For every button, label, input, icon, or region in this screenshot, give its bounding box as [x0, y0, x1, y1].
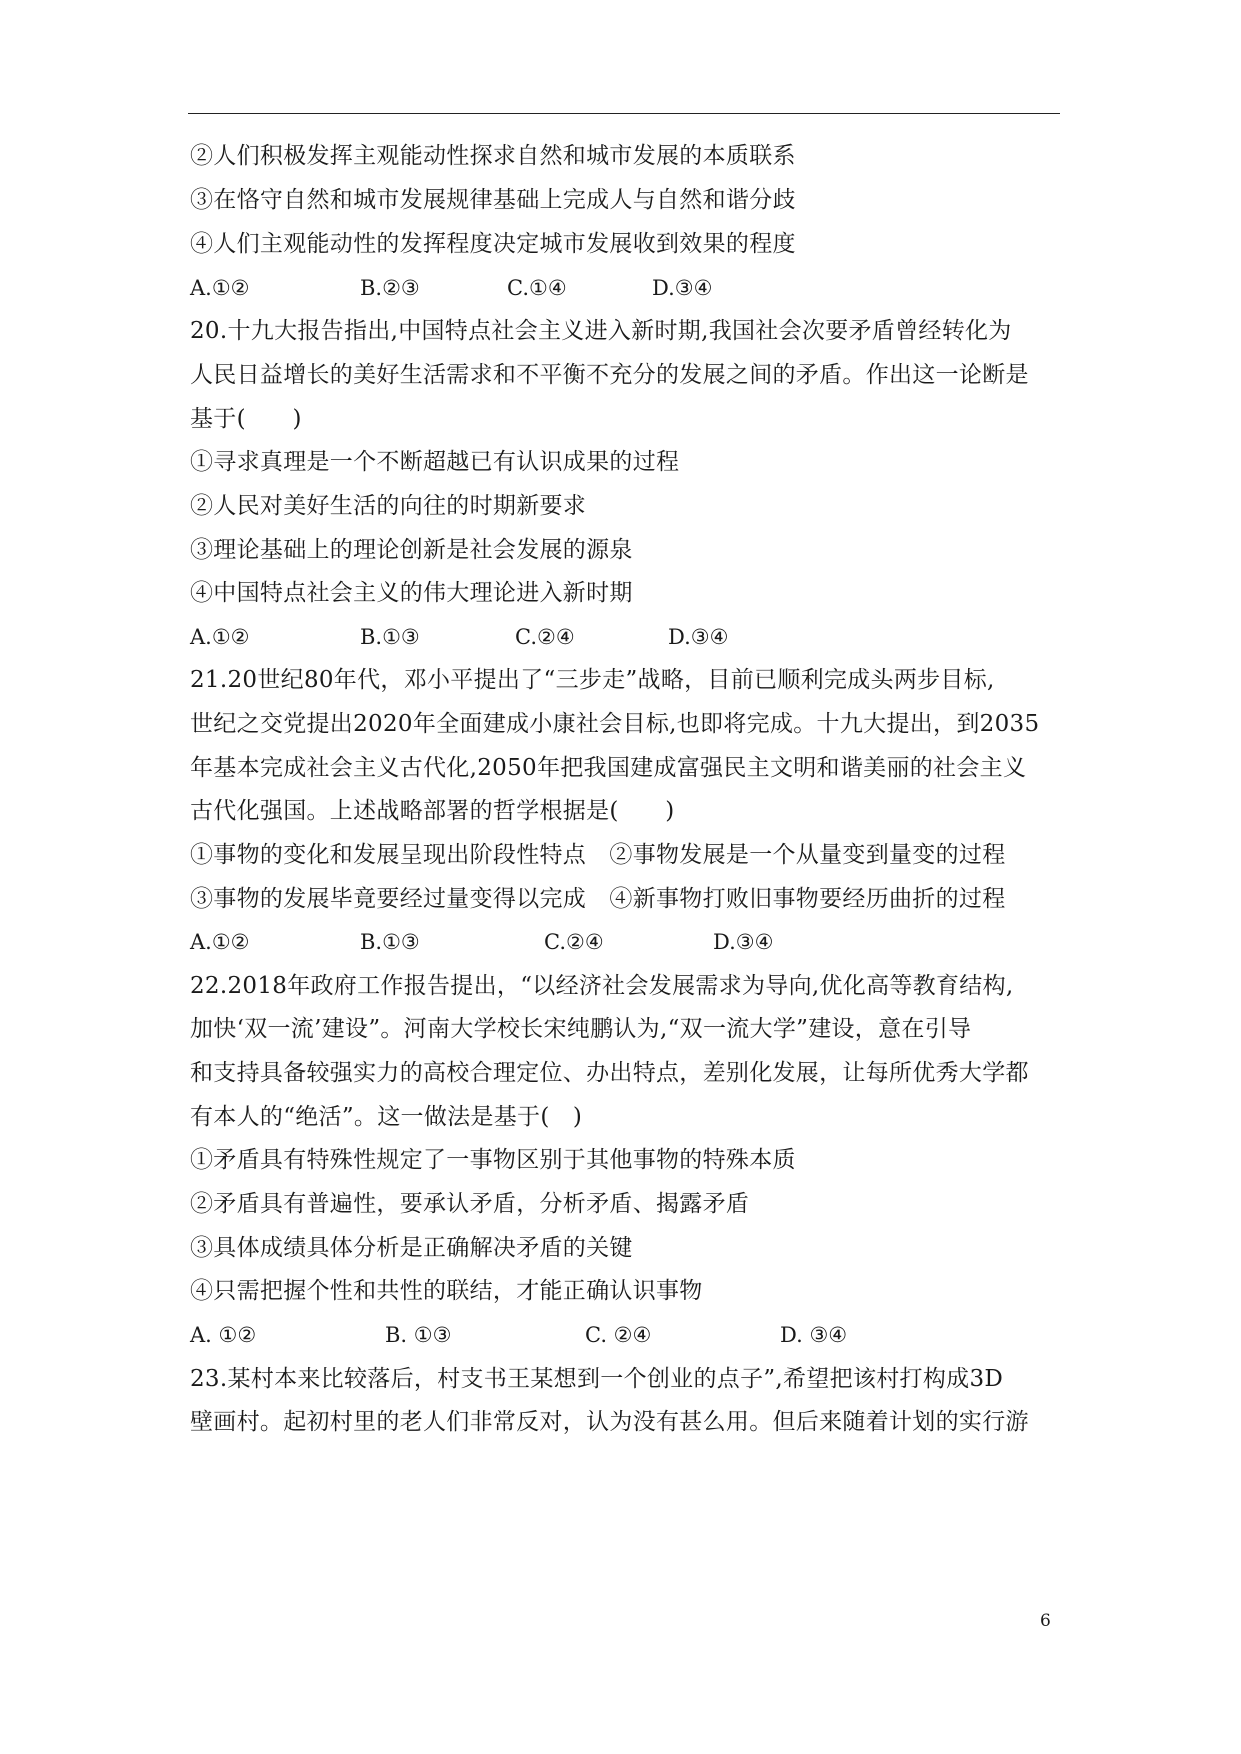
- q21-stem-line-2: 世纪之交党提出2020年全面建成小康社会目标,也即将完成。十九大提出，到2035: [190, 711, 1040, 737]
- page-number: 6: [1040, 1611, 1051, 1631]
- q21-option-c: C.②④: [544, 930, 604, 954]
- q20-statement-3: ③理论基础上的理论创新是社会发展的源泉: [190, 537, 633, 563]
- q21-statements-1-2: ①事物的变化和发展呈现出阶段性特点 ②事物发展是一个从量变到量变的过程: [190, 842, 1006, 868]
- q21-stem-line-4: 古代化强国。上述战略部署的哲学根据是( ): [190, 798, 675, 824]
- q19-option-b: B.②③: [360, 276, 420, 300]
- q21-option-b: B.①③: [360, 930, 420, 954]
- q19-option-c: C.①④: [507, 276, 567, 300]
- q19-statement-4: ④人们主观能动性的发挥程度决定城市发展收到效果的程度: [190, 231, 796, 257]
- q22-stem-line-1: 22.2018年政府工作报告提出，“以经济社会发展需求为导向,优化高等教育结构,: [190, 973, 1014, 999]
- q22-statement-4: ④只需把握个性和共性的联结，才能正确认识事物: [190, 1278, 703, 1304]
- q21-statements-3-4: ③事物的发展毕竟要经过量变得以完成 ④新事物打败旧事物要经历曲折的过程: [190, 886, 1006, 912]
- q20-stem-line-3: 基于( ): [190, 406, 302, 432]
- q22-stem-line-4: 有本人的“绝活”。这一做法是基于( ): [190, 1104, 583, 1130]
- q22-stem-line-3: 和支持具备较强实力的高校合理定位、办出特点，差别化发展，让每所优秀大学都: [190, 1060, 1029, 1086]
- q19-option-d: D.③④: [652, 276, 713, 300]
- q21-option-a: A.①②: [190, 930, 250, 954]
- q22-option-c: C. ②④: [585, 1323, 652, 1347]
- q22-option-b: B. ①③: [385, 1323, 452, 1347]
- q20-option-a: A.①②: [190, 625, 250, 649]
- q22-stem-line-2: 加快‘双一流’建设”。河南大学校长宋纯鹏认为,“双一流大学”建设，意在引导: [190, 1016, 972, 1042]
- q22-option-a: A. ①②: [190, 1323, 257, 1347]
- q19-option-a: A.①②: [190, 276, 250, 300]
- q22-option-d: D. ③④: [780, 1323, 848, 1347]
- q20-statement-2: ②人民对美好生活的向往的时期新要求: [190, 493, 587, 519]
- q20-option-c: C.②④: [515, 625, 575, 649]
- q19-statement-2: ②人们积极发挥主观能动性探求自然和城市发展的本质联系: [190, 143, 796, 169]
- header-rule: [188, 113, 1060, 114]
- q21-stem-line-1: 21.20世纪80年代，邓小平提出了“三步走”战略，目前已顺利完成头两步目标,: [190, 667, 995, 693]
- q20-stem-line-2: 人民日益增长的美好生活需求和不平衡不充分的发展之间的矛盾。作出这一论断是: [190, 362, 1029, 388]
- q20-statement-4: ④中国特点社会主义的伟大理论进入新时期: [190, 580, 633, 606]
- q21-option-d: D.③④: [713, 930, 774, 954]
- q22-statement-2: ②矛盾具有普遍性，要承认矛盾，分析矛盾、揭露矛盾: [190, 1191, 750, 1217]
- q19-statement-3: ③在恪守自然和城市发展规律基础上完成人与自然和谐分歧: [190, 187, 796, 213]
- q22-statement-1: ①矛盾具有特殊性规定了一事物区别于其他事物的特殊本质: [190, 1147, 796, 1173]
- q23-stem-line-1: 23.某村本来比较落后，村支书王某想到一个创业的点子”,希望把该村打构成3D: [190, 1366, 1004, 1392]
- q21-stem-line-3: 年基本完成社会主义古代化,2050年把我国建成富强民主文明和谐美丽的社会主义: [190, 755, 1027, 781]
- q20-option-b: B.①③: [360, 625, 420, 649]
- q20-stem-line-1: 20.十九大报告指出,中国特点社会主义进入新时期,我国社会次要矛盾曾经转化为: [190, 318, 1012, 344]
- q20-option-d: D.③④: [668, 625, 729, 649]
- q22-statement-3: ③具体成绩具体分析是正确解决矛盾的关键: [190, 1235, 633, 1261]
- q23-stem-line-2: 壁画村。起初村里的老人们非常反对，认为没有甚么用。但后来随着计划的实行游: [190, 1409, 1029, 1435]
- q20-statement-1: ①寻求真理是一个不断超越已有认识成果的过程: [190, 449, 680, 475]
